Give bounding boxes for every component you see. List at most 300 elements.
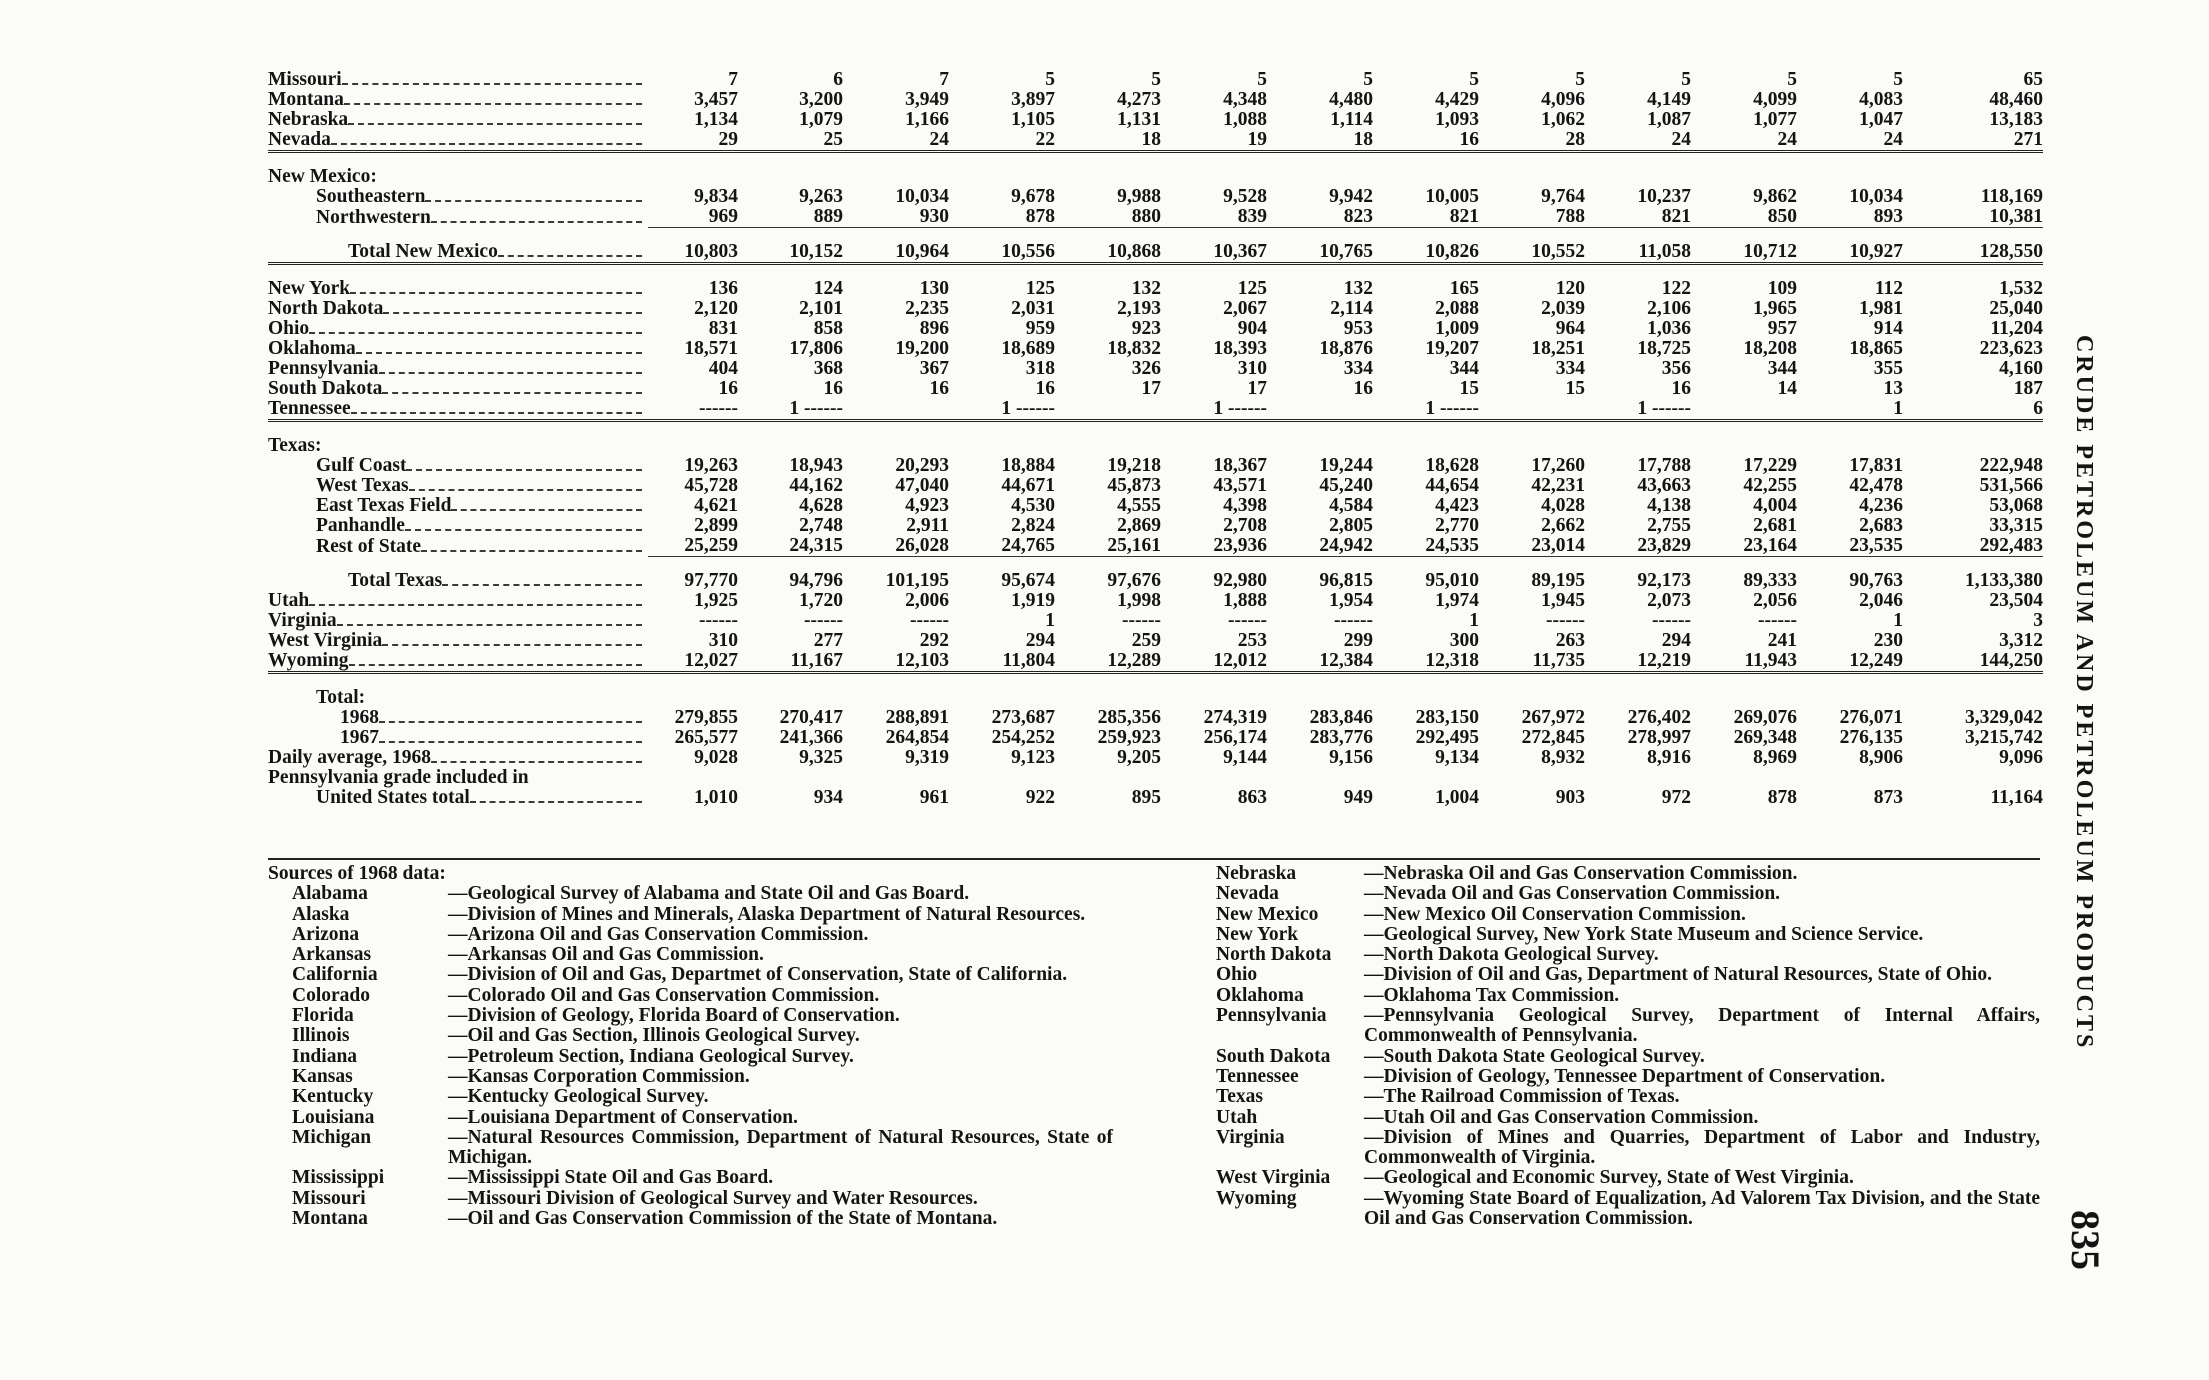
value-cell: 9,205 bbox=[1117, 747, 1161, 768]
leader-dots bbox=[349, 664, 642, 666]
total-cell: 292,483 bbox=[1913, 536, 2043, 557]
leader-dots bbox=[498, 255, 642, 257]
group-heading-row bbox=[268, 768, 2043, 788]
value-cell: 24 bbox=[853, 130, 959, 152]
source-agency: —Arkansas Oil and Gas Commission. bbox=[448, 944, 764, 966]
value-cell: 12,012 bbox=[1171, 651, 1277, 673]
source-agency: —Petroleum Section, Indiana Geological Survey. bbox=[448, 1045, 854, 1067]
value-cell: ------ bbox=[1546, 610, 1585, 631]
value-cell: 42,255 bbox=[1743, 475, 1797, 496]
leader-dots bbox=[431, 221, 642, 223]
row-label-text: Nevada bbox=[268, 130, 331, 150]
value-cell: 8,906 bbox=[1859, 747, 1903, 768]
value-cell: 4,273 bbox=[1117, 89, 1161, 110]
value-cell: 15 bbox=[1565, 378, 1585, 399]
leader-dots bbox=[382, 392, 642, 394]
value-cell: 961 bbox=[919, 787, 949, 808]
value-cell: 16 bbox=[1383, 130, 1489, 152]
row-label-text: South Dakota bbox=[268, 379, 383, 399]
leader-dots bbox=[379, 372, 642, 374]
value-cell: 42,478 bbox=[1849, 475, 1903, 496]
source-state: South Dakota bbox=[1216, 1045, 1331, 1067]
source-entry bbox=[1216, 945, 2040, 965]
source-agency: —Oklahoma Tax Commission. bbox=[1364, 984, 1620, 1006]
row-label-text: Panhandle bbox=[316, 516, 405, 536]
total-cell: 222,948 bbox=[1979, 455, 2043, 476]
spacer-cell bbox=[268, 264, 2043, 280]
value-cell: 241,366 bbox=[779, 727, 843, 748]
source-state: Wyoming bbox=[1216, 1187, 1297, 1209]
value-cell: 18,725 bbox=[1637, 338, 1691, 359]
value-cell: 1,010 bbox=[694, 787, 738, 808]
source-state: California bbox=[292, 964, 378, 986]
value-cell: 2,114 bbox=[1330, 298, 1373, 319]
leader-dots bbox=[309, 604, 642, 606]
source-entry bbox=[1216, 1128, 2040, 1169]
value-cell: 1 ------ bbox=[1383, 399, 1489, 421]
value-cell: 18,876 bbox=[1319, 338, 1373, 359]
table-row bbox=[268, 399, 2043, 421]
value-cell: 903 bbox=[1555, 787, 1585, 808]
spacer-cell bbox=[268, 152, 2043, 168]
value-cell: ------ bbox=[1334, 610, 1373, 631]
value-cell: 2,046 bbox=[1859, 590, 1903, 611]
value-cell: 4,480 bbox=[1329, 89, 1373, 110]
row-label-text: Pennsylvania bbox=[268, 359, 379, 379]
value-cell: ------ bbox=[1228, 610, 1267, 631]
row-label-text: North Dakota bbox=[268, 299, 384, 319]
value-cell: 10,964 bbox=[853, 242, 959, 264]
value-cell: 2,869 bbox=[1117, 515, 1161, 536]
leader-dots bbox=[382, 644, 642, 646]
source-agency: —The Railroad Commission of Texas. bbox=[1364, 1086, 1680, 1108]
table-row bbox=[268, 748, 2043, 768]
value-cell: 9,156 bbox=[1329, 747, 1373, 768]
value-cell: 45,728 bbox=[684, 475, 738, 496]
total-cell: 53,068 bbox=[1989, 495, 2043, 516]
spacer-row bbox=[268, 264, 2043, 280]
row-label bbox=[268, 708, 648, 728]
value-cell: 2,120 bbox=[694, 298, 738, 319]
value-cell: 299 bbox=[1343, 630, 1373, 651]
value-cell: 18 bbox=[1065, 130, 1171, 152]
row-label bbox=[268, 70, 648, 90]
value-cell: 12,249 bbox=[1807, 651, 1913, 673]
value-cell: 17,229 bbox=[1743, 455, 1797, 476]
value-cell: 45,240 bbox=[1319, 475, 1373, 496]
value-cell: 136 bbox=[708, 278, 738, 299]
value-cell bbox=[1065, 399, 1171, 421]
sources-left-list bbox=[268, 884, 1113, 1229]
total-cell: 144,250 bbox=[1913, 651, 2043, 673]
value-cell: 95,674 bbox=[1001, 570, 1055, 591]
table-row bbox=[268, 516, 2043, 536]
value-cell bbox=[853, 399, 959, 421]
source-agency: —Division of Oil and Gas, Department of Natural Resources, State of Ohio. bbox=[1364, 964, 1992, 986]
source-agency: —Geological Survey, New York State Museum and Science Service. bbox=[1364, 923, 1924, 945]
leader-dots bbox=[350, 292, 642, 294]
table-row bbox=[268, 631, 2043, 651]
value-cell: 8,969 bbox=[1753, 747, 1797, 768]
value-cell: 3,457 bbox=[694, 89, 738, 110]
row-label bbox=[268, 728, 648, 748]
table-row bbox=[268, 536, 2043, 557]
value-cell: 19,244 bbox=[1319, 455, 1373, 476]
value-cell: 4,083 bbox=[1859, 89, 1903, 110]
value-cell: 10,803 bbox=[648, 242, 748, 264]
value-cell: 1,062 bbox=[1541, 109, 1585, 130]
value-cell: 230 bbox=[1873, 630, 1903, 651]
value-cell: 16 bbox=[823, 378, 843, 399]
value-cell: 283,776 bbox=[1309, 727, 1373, 748]
source-agency: —Natural Resources Commission, Department of Natural Resources, State of Michigan. bbox=[448, 1126, 1113, 1169]
value-cell: 334 bbox=[1343, 358, 1373, 379]
leader-dots bbox=[442, 584, 642, 586]
row-label-text: United States total bbox=[316, 788, 470, 808]
value-cell: 18 bbox=[1277, 130, 1383, 152]
value-cell: 9,134 bbox=[1435, 747, 1479, 768]
value-cell: 368 bbox=[813, 358, 843, 379]
leader-dots bbox=[342, 83, 642, 85]
value-cell: 10,826 bbox=[1383, 242, 1489, 264]
total-cell: 531,566 bbox=[1979, 475, 2043, 496]
value-cell: 9,263 bbox=[799, 186, 843, 207]
value-cell: 344 bbox=[1767, 358, 1797, 379]
value-cell: 889 bbox=[748, 207, 853, 228]
value-cell: ------ bbox=[910, 610, 949, 631]
value-cell: 25,161 bbox=[1065, 536, 1171, 557]
value-cell: 19 bbox=[1171, 130, 1277, 152]
value-cell: 23,014 bbox=[1489, 536, 1595, 557]
row-label bbox=[268, 167, 2043, 187]
source-entry bbox=[1216, 884, 2040, 904]
spacer-row bbox=[268, 557, 2043, 572]
value-cell: 23,936 bbox=[1171, 536, 1277, 557]
leader-dots bbox=[351, 412, 642, 414]
value-cell: 283,846 bbox=[1309, 707, 1373, 728]
group-heading: Texas: bbox=[268, 436, 322, 456]
group-heading-row bbox=[268, 688, 2043, 708]
row-label-text: Nebraska bbox=[268, 110, 349, 130]
value-cell: 10,237 bbox=[1637, 186, 1691, 207]
value-cell: 43,571 bbox=[1213, 475, 1267, 496]
source-agency: —Oil and Gas Conservation Commission of the State of Montana. bbox=[448, 1208, 998, 1230]
table-row bbox=[268, 187, 2043, 207]
source-state: Ohio bbox=[1216, 964, 1258, 986]
value-cell: 10,712 bbox=[1701, 242, 1807, 264]
table-row bbox=[268, 70, 2043, 90]
source-entry bbox=[1216, 1006, 2040, 1047]
value-cell: 18,628 bbox=[1425, 455, 1479, 476]
value-cell: 10,927 bbox=[1807, 242, 1913, 264]
value-cell: 4,423 bbox=[1435, 495, 1479, 516]
value-cell: 5 bbox=[1575, 69, 1585, 90]
source-agency: —South Dakota State Geological Survey. bbox=[1364, 1045, 1705, 1067]
value-cell: 19,263 bbox=[684, 455, 738, 476]
source-entry bbox=[268, 1108, 1113, 1128]
value-cell: 10,552 bbox=[1489, 242, 1595, 264]
value-cell: 9,528 bbox=[1223, 186, 1267, 207]
value-cell: 821 bbox=[1595, 207, 1701, 228]
value-cell: ------ bbox=[1652, 610, 1691, 631]
total-cell: 3,215,742 bbox=[1965, 727, 2043, 748]
source-agency: —Division of Geology, Florida Board of Conservation. bbox=[448, 1005, 900, 1027]
value-cell: 5 bbox=[1681, 69, 1691, 90]
total-cell: 3,329,042 bbox=[1965, 707, 2043, 728]
value-cell: 969 bbox=[648, 207, 748, 228]
row-label bbox=[268, 768, 2043, 788]
value-cell: 344 bbox=[1449, 358, 1479, 379]
value-cell: 4,004 bbox=[1753, 495, 1797, 516]
total-cell: 23,504 bbox=[1989, 590, 2043, 611]
value-cell: 16 bbox=[929, 378, 949, 399]
value-cell: 858 bbox=[813, 318, 843, 339]
value-cell: 24 bbox=[1701, 130, 1807, 152]
value-cell: 11,943 bbox=[1701, 651, 1807, 673]
source-entry bbox=[268, 1087, 1113, 1107]
source-agency: —Oil and Gas Section, Illinois Geological Survey. bbox=[448, 1025, 860, 1047]
value-cell: 15 bbox=[1459, 378, 1479, 399]
value-cell: 1,093 bbox=[1435, 109, 1479, 130]
source-state: Pennsylvania bbox=[1216, 1005, 1327, 1027]
value-cell: 10,034 bbox=[1849, 186, 1903, 207]
source-state: Missouri bbox=[292, 1187, 366, 1209]
value-cell: 5 bbox=[1257, 69, 1267, 90]
total-cell: 3 bbox=[2033, 610, 2043, 631]
total-cell: 3,312 bbox=[1999, 630, 2043, 651]
value-cell: 2,755 bbox=[1647, 515, 1691, 536]
production-table bbox=[268, 70, 2043, 808]
value-cell bbox=[1489, 399, 1595, 421]
sources-right bbox=[1216, 864, 2040, 1229]
source-entry bbox=[268, 1047, 1113, 1067]
value-cell: 269,076 bbox=[1733, 707, 1797, 728]
value-cell: 16 bbox=[1035, 378, 1055, 399]
source-agency: —Geological and Economic Survey, State of West Virginia. bbox=[1364, 1167, 1854, 1189]
total-cell: 25,040 bbox=[1989, 298, 2043, 319]
value-cell: 404 bbox=[708, 358, 738, 379]
source-agency: —Utah Oil and Gas Conservation Commission. bbox=[1364, 1106, 1759, 1128]
total-cell: 48,460 bbox=[1989, 89, 2043, 110]
value-cell: 18,689 bbox=[1001, 338, 1055, 359]
value-cell: 1,925 bbox=[694, 590, 738, 611]
value-cell: 5 bbox=[1893, 69, 1903, 90]
source-agency: —Colorado Oil and Gas Conservation Commission. bbox=[448, 984, 880, 1006]
row-label bbox=[268, 748, 648, 768]
value-cell: 17,260 bbox=[1531, 455, 1585, 476]
value-cell: 878 bbox=[959, 207, 1065, 228]
source-agency: —Kansas Corporation Commission. bbox=[448, 1065, 750, 1087]
value-cell: 9,678 bbox=[1011, 186, 1055, 207]
row-label bbox=[268, 571, 648, 591]
source-state: Mississippi bbox=[292, 1167, 385, 1189]
value-cell: 953 bbox=[1343, 318, 1373, 339]
value-cell: 12,384 bbox=[1277, 651, 1383, 673]
value-cell: 276,135 bbox=[1839, 727, 1903, 748]
value-cell: 9,942 bbox=[1329, 186, 1373, 207]
source-agency: —Division of Mines and Quarries, Department of Labor and Industry, Commonwealth of Virginia. bbox=[1364, 1126, 2040, 1169]
value-cell: 5 bbox=[1045, 69, 1055, 90]
value-cell: 10,152 bbox=[748, 242, 853, 264]
value-cell: 1,945 bbox=[1541, 590, 1585, 611]
source-entry bbox=[1216, 1047, 2040, 1067]
value-cell: 964 bbox=[1555, 318, 1585, 339]
source-entry bbox=[268, 925, 1113, 945]
value-cell: 22 bbox=[959, 130, 1065, 152]
value-cell: 29 bbox=[648, 130, 748, 152]
row-label-text: Total New Mexico bbox=[348, 242, 498, 262]
value-cell: 16 bbox=[718, 378, 738, 399]
value-cell: 9,123 bbox=[1011, 747, 1055, 768]
row-label bbox=[268, 436, 2043, 456]
page-number: 835 bbox=[2063, 1210, 2108, 1270]
value-cell: 109 bbox=[1767, 278, 1797, 299]
value-cell: 5 bbox=[1363, 69, 1373, 90]
row-label-text: Tennessee bbox=[268, 399, 351, 419]
source-agency: —Division of Geology, Tennessee Department of Conservation. bbox=[1364, 1065, 1886, 1087]
source-state: Oklahoma bbox=[1216, 984, 1304, 1006]
source-entry bbox=[268, 1006, 1113, 1026]
row-label bbox=[268, 299, 648, 319]
value-cell: 839 bbox=[1171, 207, 1277, 228]
row-label-text: Missouri bbox=[268, 70, 342, 90]
value-cell: 1,974 bbox=[1435, 590, 1479, 611]
source-agency: —Division of Oil and Gas, Departmet of Conservation, State of California. bbox=[448, 964, 1068, 986]
value-cell: 3,949 bbox=[905, 89, 949, 110]
value-cell: 2,708 bbox=[1223, 515, 1267, 536]
value-cell: 92,173 bbox=[1637, 570, 1691, 591]
value-cell: 1,114 bbox=[1330, 109, 1373, 130]
source-state: Texas bbox=[1216, 1086, 1263, 1108]
value-cell: 1,004 bbox=[1435, 787, 1479, 808]
source-state: Nevada bbox=[1216, 883, 1279, 905]
value-cell: 24 bbox=[1595, 130, 1701, 152]
row-label bbox=[268, 611, 648, 631]
leader-dots bbox=[337, 624, 642, 626]
value-cell: 253 bbox=[1237, 630, 1267, 651]
value-cell: 24,535 bbox=[1383, 536, 1489, 557]
value-cell: 23,535 bbox=[1807, 536, 1913, 557]
total-cell: 1,133,380 bbox=[1965, 570, 2043, 591]
source-state: Kentucky bbox=[292, 1086, 374, 1108]
table-body bbox=[268, 70, 2043, 808]
source-agency: —Arizona Oil and Gas Conservation Commission. bbox=[448, 923, 869, 945]
spacer-row bbox=[268, 228, 2043, 243]
value-cell: 1,087 bbox=[1647, 109, 1691, 130]
value-cell: 2,031 bbox=[1011, 298, 1055, 319]
value-cell: 1,919 bbox=[1011, 590, 1055, 611]
row-label-text: Ohio bbox=[268, 319, 310, 339]
value-cell: 922 bbox=[1025, 787, 1055, 808]
value-cell: 267,972 bbox=[1521, 707, 1585, 728]
value-cell: 279,855 bbox=[674, 707, 738, 728]
value-cell: 278,997 bbox=[1627, 727, 1691, 748]
value-cell: 880 bbox=[1065, 207, 1171, 228]
value-cell: 17 bbox=[1247, 378, 1267, 399]
leader-dots bbox=[348, 123, 642, 125]
value-cell: 1,077 bbox=[1753, 109, 1797, 130]
value-cell: 1,965 bbox=[1753, 298, 1797, 319]
value-cell: 367 bbox=[919, 358, 949, 379]
value-cell: 2,235 bbox=[905, 298, 949, 319]
row-label-text: West Virginia bbox=[268, 631, 383, 651]
table-row bbox=[268, 496, 2043, 516]
value-cell: 8,916 bbox=[1647, 747, 1691, 768]
value-cell: 11,735 bbox=[1489, 651, 1595, 673]
total-cell: 10,381 bbox=[1913, 207, 2043, 228]
total-cell: 65 bbox=[2023, 69, 2043, 90]
value-cell: 10,367 bbox=[1171, 242, 1277, 264]
total-cell: 6 bbox=[1913, 399, 2043, 421]
table-row bbox=[268, 379, 2043, 399]
value-cell: 294 bbox=[1661, 630, 1691, 651]
table-row bbox=[268, 279, 2043, 299]
value-cell: 26,028 bbox=[853, 536, 959, 557]
value-cell: 11,804 bbox=[959, 651, 1065, 673]
value-cell: 8,932 bbox=[1541, 747, 1585, 768]
source-entry bbox=[1216, 1189, 2040, 1230]
row-label bbox=[268, 788, 648, 808]
value-cell: 120 bbox=[1555, 278, 1585, 299]
value-cell: 1 ------ bbox=[748, 399, 853, 421]
table-row bbox=[268, 242, 2043, 264]
value-cell: 334 bbox=[1555, 358, 1585, 379]
value-cell: 7 bbox=[728, 69, 738, 90]
value-cell: 12,289 bbox=[1065, 651, 1171, 673]
source-state: Tennessee bbox=[1216, 1065, 1299, 1087]
table-row bbox=[268, 708, 2043, 728]
value-cell: 821 bbox=[1383, 207, 1489, 228]
value-cell: 1,981 bbox=[1859, 298, 1903, 319]
value-cell: 4,621 bbox=[694, 495, 738, 516]
row-label-text: Oklahoma bbox=[268, 339, 356, 359]
leader-dots bbox=[406, 469, 642, 471]
value-cell: 2,681 bbox=[1753, 515, 1797, 536]
source-state: Montana bbox=[292, 1208, 368, 1230]
source-state: Arkansas bbox=[292, 944, 372, 966]
value-cell: 873 bbox=[1873, 787, 1903, 808]
leader-dots bbox=[309, 332, 642, 334]
source-entry bbox=[268, 1209, 1113, 1229]
value-cell: 2,039 bbox=[1541, 298, 1585, 319]
sources-right-list bbox=[1216, 864, 2040, 1229]
value-cell: 9,764 bbox=[1541, 186, 1585, 207]
value-cell: 12,219 bbox=[1595, 651, 1701, 673]
group-heading-row bbox=[268, 167, 2043, 187]
value-cell: 318 bbox=[1025, 358, 1055, 379]
value-cell: 89,195 bbox=[1531, 570, 1585, 591]
value-cell: 4,138 bbox=[1647, 495, 1691, 516]
source-entry bbox=[268, 905, 1113, 925]
value-cell: 17,806 bbox=[789, 338, 843, 359]
table-row bbox=[268, 110, 2043, 130]
total-cell: 271 bbox=[1913, 130, 2043, 152]
value-cell: 1,954 bbox=[1329, 590, 1373, 611]
source-state: Colorado bbox=[292, 984, 370, 1006]
value-cell: 310 bbox=[708, 630, 738, 651]
value-cell: 5 bbox=[1151, 69, 1161, 90]
value-cell: 12,027 bbox=[648, 651, 748, 673]
source-entry bbox=[1216, 1108, 2040, 1128]
leader-dots bbox=[383, 312, 642, 314]
row-label bbox=[268, 631, 648, 651]
value-cell: 132 bbox=[1343, 278, 1373, 299]
row-label-text: Wyoming bbox=[268, 651, 349, 671]
value-cell: 288,891 bbox=[885, 707, 949, 728]
total-cell: 128,550 bbox=[1913, 242, 2043, 264]
source-entry bbox=[1216, 1087, 2040, 1107]
value-cell: 10,765 bbox=[1277, 242, 1383, 264]
